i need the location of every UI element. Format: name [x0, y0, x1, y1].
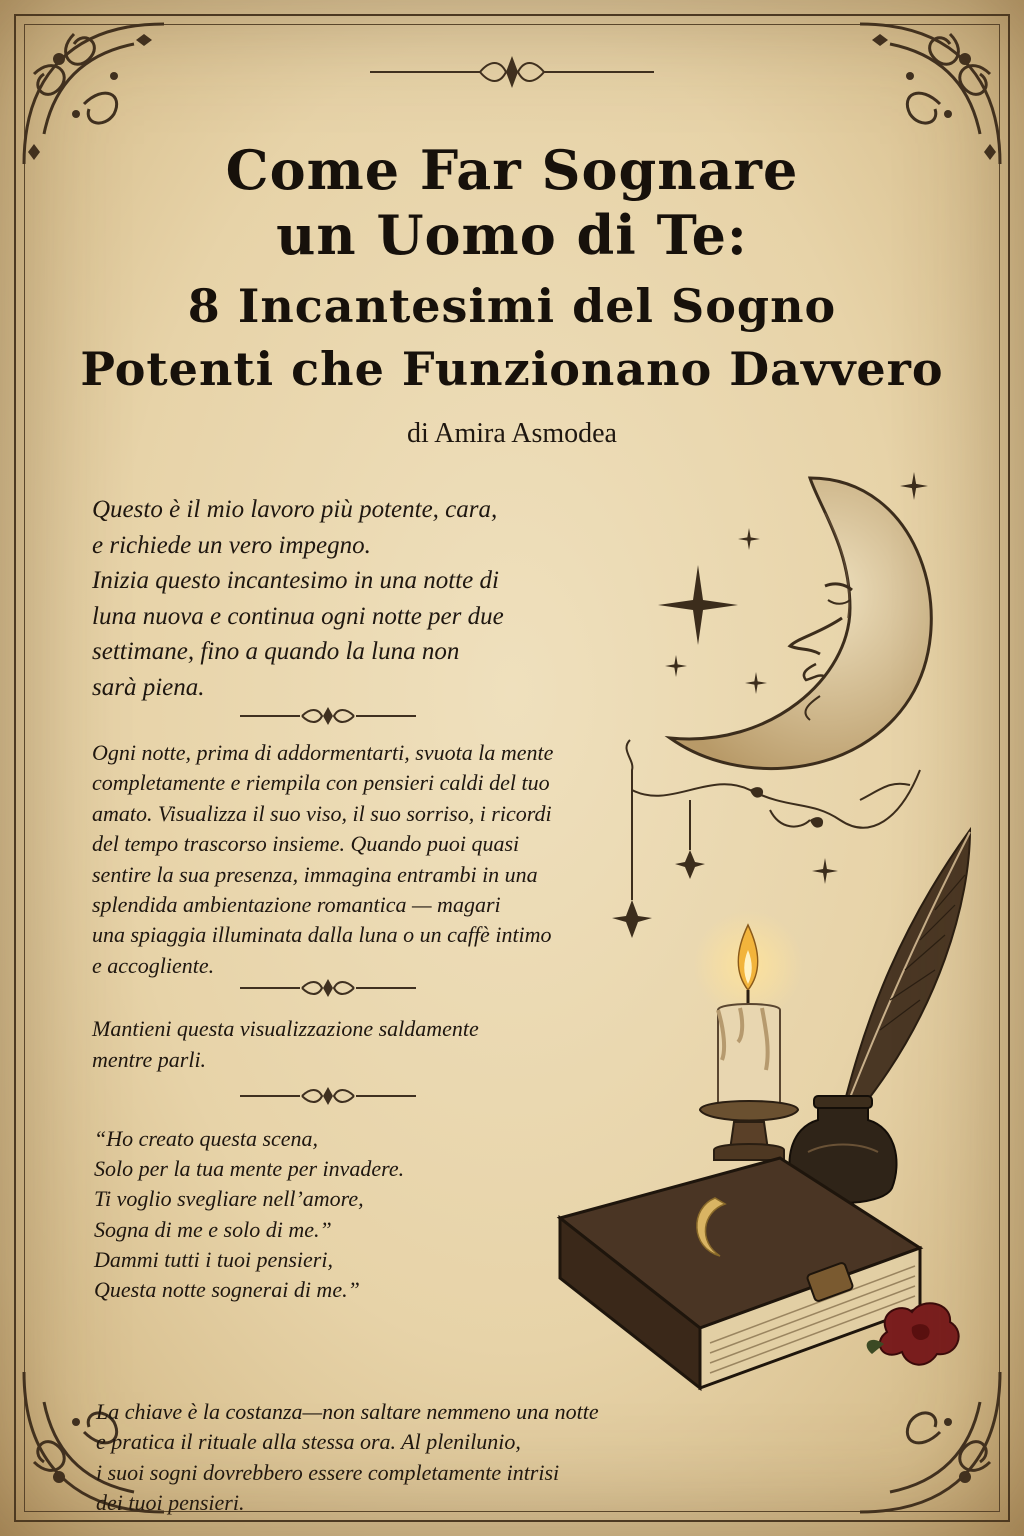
author-byline: di Amira Asmodea [407, 418, 617, 449]
intro-paragraph: Questo è il mio lavoro più potente, cara, e richiede un vero impegno. Inizia questo incantesimo in una notte di luna nuova e continua ogni notte per due settimane, fino a quando la luna non sarà piena. [92, 496, 504, 701]
chant-verse: “Ho creato questa scena, Solo per la tua mente per invadere. Ti voglio svegliare nell’amore, Sogna di me e solo di me.” Dammi tutti i tuoi pensieri, Questa notte sognerai di me.” [94, 1126, 405, 1303]
closing-paragraph: La chiave è la costanza—non saltare nemmeno una notte e pratica il rituale alla stessa ora. Al plenilunio, i suoi sogni dovrebbero essere completamente intrisi dei tuoi pensieri. [96, 1399, 599, 1516]
star-icon [738, 528, 760, 550]
divider-ornament-icon [240, 1084, 416, 1108]
title-line-1: Come Far Sognare [225, 138, 799, 202]
divider-ornament-icon [240, 976, 416, 1000]
rose-icon [862, 1282, 972, 1372]
quill-icon [820, 820, 990, 1130]
title-line-2: un Uomo di Te: [276, 203, 748, 267]
star-icon [665, 655, 687, 677]
divider-ornament-icon [240, 704, 416, 728]
divider-ornament-icon [370, 52, 654, 92]
star-icon [745, 672, 767, 694]
title-line-3: 8 Incantesimi del Sogno [187, 279, 837, 333]
star-icon [658, 565, 738, 645]
star-icon [900, 472, 928, 500]
hold-paragraph: Mantieni questa visualizzazione saldamente mentre parli. [92, 1016, 479, 1072]
title-line-4: Potenti che Funzionano Davvero [80, 342, 944, 396]
visualization-paragraph: Ogni notte, prima di addormentarti, svuota la mente completamente e riempila con pensieri caldi del tuo amato. Visualizza il suo viso, il suo sorriso, i ricordi del tempo trascorso insieme. Quando puoi quasi sentire la sua presenza, immagina entrambi in una splendida ambientazione romantica — magari una spiaggia illuminata dalla luna o un caffè intimo e accogliente. [92, 740, 554, 978]
